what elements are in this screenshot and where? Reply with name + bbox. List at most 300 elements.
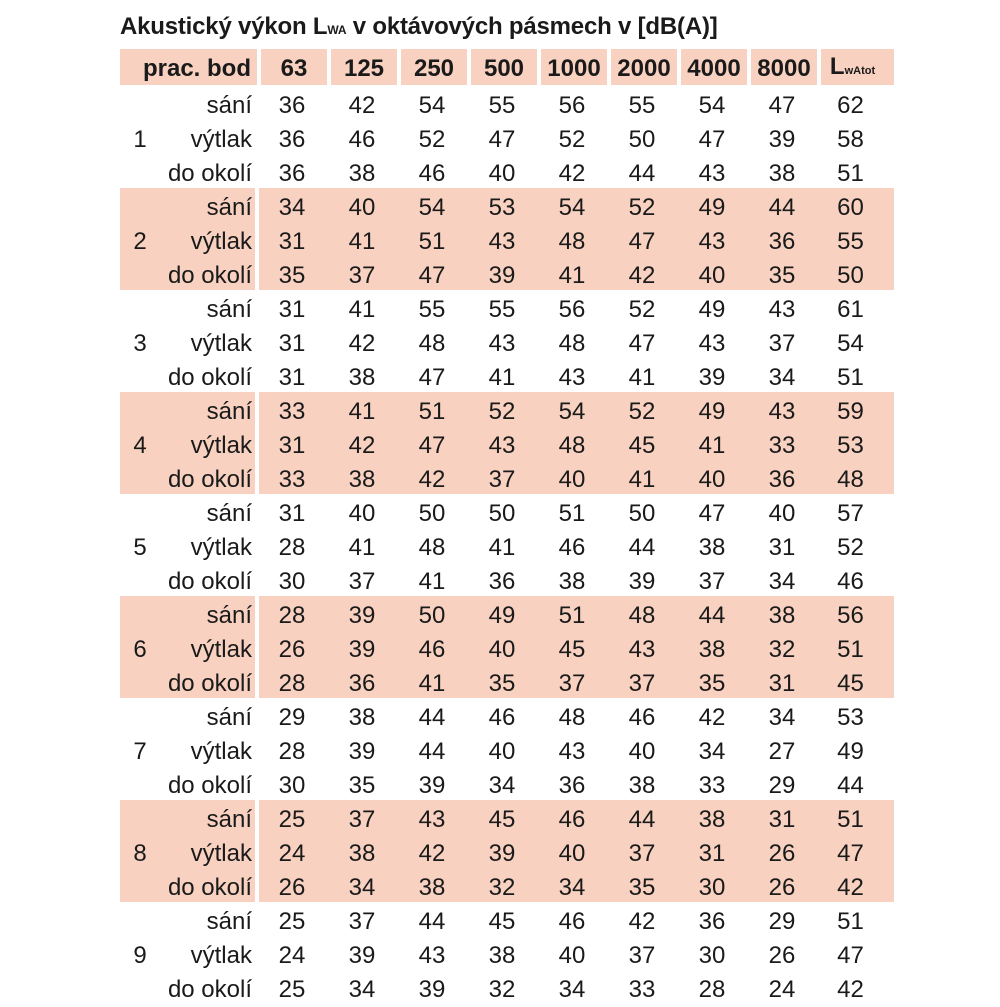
mode-label: sání — [206, 296, 252, 323]
value-cell: 41 — [628, 364, 656, 391]
mode-label: do okolí — [167, 568, 252, 595]
value-cell: 36 — [348, 670, 376, 697]
table-row — [120, 293, 884, 327]
mode-label: sání — [206, 908, 252, 935]
value-cell: 38 — [768, 160, 796, 187]
value-cell: 37 — [488, 466, 516, 493]
value-cell: 43 — [558, 364, 586, 391]
mode-label: sání — [206, 398, 252, 425]
value-cell: 34 — [278, 194, 306, 221]
value-cell: 37 — [628, 840, 656, 867]
operating-point-label: 3 — [133, 330, 147, 357]
value-cell: 42 — [418, 840, 446, 867]
value-cell: 31 — [768, 670, 796, 697]
value-cell: 50 — [628, 500, 656, 527]
value-cell: 40 — [628, 738, 656, 765]
mode-label: výtlak — [190, 636, 252, 663]
value-cell: 41 — [558, 262, 586, 289]
value-cell: 54 — [558, 398, 586, 425]
table-title — [120, 12, 718, 45]
total-cell: 52 — [837, 534, 864, 561]
header-band-125: 125 — [327, 49, 397, 89]
mode-label: do okolí — [167, 262, 252, 289]
value-cell: 47 — [418, 364, 446, 391]
mode-label: do okolí — [167, 160, 252, 187]
header-band-250: 250 — [397, 49, 467, 89]
value-cell: 50 — [628, 126, 656, 153]
total-cell: 44 — [837, 772, 864, 799]
value-cell: 40 — [348, 500, 376, 527]
total-cell: 51 — [837, 364, 864, 391]
value-cell: 47 — [628, 330, 656, 357]
value-cell: 26 — [278, 874, 306, 901]
value-cell: 48 — [558, 228, 586, 255]
value-cell: 47 — [768, 92, 796, 119]
table-row — [120, 429, 884, 463]
value-cell: 43 — [768, 296, 796, 323]
total-cell: 51 — [837, 160, 864, 187]
value-cell: 30 — [278, 772, 306, 799]
value-cell: 47 — [418, 432, 446, 459]
value-cell: 49 — [698, 194, 726, 221]
value-cell: 47 — [698, 126, 726, 153]
value-cell: 29 — [278, 704, 306, 731]
value-cell: 34 — [768, 568, 796, 595]
value-cell: 36 — [558, 772, 586, 799]
header-point: prac. bod — [142, 55, 251, 82]
value-cell: 43 — [698, 228, 726, 255]
mode-label: výtlak — [190, 228, 252, 255]
value-cell: 31 — [768, 534, 796, 561]
total-cell: 61 — [837, 296, 864, 323]
value-cell: 24 — [278, 840, 306, 867]
value-cell: 37 — [628, 942, 656, 969]
value-cell: 42 — [558, 160, 586, 187]
value-cell: 29 — [768, 772, 796, 799]
mode-label: výtlak — [190, 534, 252, 561]
value-cell: 51 — [558, 602, 586, 629]
value-cell: 42 — [418, 466, 446, 493]
table-row — [120, 395, 884, 429]
column-separator — [255, 188, 259, 290]
value-cell: 31 — [278, 500, 306, 527]
value-cell: 42 — [698, 704, 726, 731]
total-cell: 51 — [837, 908, 864, 935]
value-cell: 44 — [628, 534, 656, 561]
value-cell: 40 — [488, 738, 516, 765]
mode-label: sání — [206, 194, 252, 221]
value-cell: 31 — [698, 840, 726, 867]
value-cell: 52 — [628, 194, 656, 221]
value-cell: 46 — [558, 806, 586, 833]
value-cell: 45 — [558, 636, 586, 663]
value-cell: 38 — [698, 636, 726, 663]
total-cell: 47 — [837, 840, 864, 867]
header-band-4000: 4000 — [677, 49, 747, 89]
table-row — [120, 769, 884, 803]
total-cell: 58 — [837, 126, 864, 153]
value-cell: 39 — [768, 126, 796, 153]
table-row — [120, 327, 884, 361]
value-cell: 35 — [768, 262, 796, 289]
value-cell: 41 — [348, 228, 376, 255]
table-row — [120, 259, 884, 293]
value-cell: 39 — [488, 840, 516, 867]
value-cell: 39 — [418, 772, 446, 799]
value-cell: 42 — [628, 262, 656, 289]
value-cell: 41 — [348, 398, 376, 425]
operating-point-label: 1 — [133, 126, 147, 153]
value-cell: 36 — [768, 466, 796, 493]
total-cell: 53 — [837, 704, 864, 731]
mode-label: do okolí — [167, 670, 252, 697]
value-cell: 52 — [418, 126, 446, 153]
value-cell: 37 — [558, 670, 586, 697]
value-cell: 26 — [768, 874, 796, 901]
value-cell: 51 — [418, 398, 446, 425]
value-cell: 38 — [348, 160, 376, 187]
table-row — [120, 123, 884, 157]
value-cell: 46 — [418, 636, 446, 663]
value-cell: 32 — [768, 636, 796, 663]
table-row — [120, 633, 884, 667]
mode-label: sání — [206, 92, 252, 119]
value-cell: 33 — [698, 772, 726, 799]
mode-label: výtlak — [190, 942, 252, 969]
total-cell: 45 — [837, 670, 864, 697]
header-total-subscript: wAtot — [844, 65, 876, 77]
value-cell: 41 — [348, 534, 376, 561]
mode-label: sání — [206, 602, 252, 629]
value-cell: 41 — [488, 364, 516, 391]
value-cell: 42 — [348, 432, 376, 459]
value-cell: 33 — [768, 432, 796, 459]
value-cell: 48 — [558, 432, 586, 459]
value-cell: 39 — [628, 568, 656, 595]
value-cell: 55 — [418, 296, 446, 323]
operating-point-label: 4 — [133, 432, 147, 459]
value-cell: 43 — [418, 806, 446, 833]
value-cell: 40 — [348, 194, 376, 221]
value-cell: 37 — [348, 908, 376, 935]
value-cell: 50 — [488, 500, 516, 527]
value-cell: 41 — [628, 466, 656, 493]
value-cell: 38 — [418, 874, 446, 901]
value-cell: 46 — [558, 534, 586, 561]
operating-point-label: 2 — [133, 228, 147, 255]
value-cell: 40 — [698, 466, 726, 493]
value-cell: 34 — [348, 976, 376, 1003]
total-cell: 53 — [837, 432, 864, 459]
value-cell: 34 — [488, 772, 516, 799]
value-cell: 54 — [418, 92, 446, 119]
header-total — [817, 49, 884, 89]
value-cell: 39 — [418, 976, 446, 1003]
value-cell: 38 — [488, 942, 516, 969]
value-cell: 43 — [558, 738, 586, 765]
title-suffix: v oktávových pásmech v [dB(A)] — [346, 13, 718, 40]
value-cell: 28 — [278, 670, 306, 697]
value-cell: 48 — [558, 330, 586, 357]
table-row — [120, 361, 884, 395]
total-cell: 42 — [837, 874, 864, 901]
value-cell: 48 — [418, 330, 446, 357]
value-cell: 41 — [348, 296, 376, 323]
value-cell: 38 — [628, 772, 656, 799]
table-row — [120, 565, 884, 599]
header-total-main: L — [829, 53, 845, 80]
value-cell: 38 — [348, 840, 376, 867]
value-cell: 52 — [628, 296, 656, 323]
value-cell: 28 — [278, 602, 306, 629]
value-cell: 34 — [558, 874, 586, 901]
column-separator — [255, 596, 259, 698]
value-cell: 39 — [488, 262, 516, 289]
total-cell: 47 — [837, 942, 864, 969]
table-row — [120, 531, 884, 565]
value-cell: 43 — [698, 330, 726, 357]
header-band-500: 500 — [467, 49, 537, 89]
value-cell: 40 — [698, 262, 726, 289]
value-cell: 31 — [278, 330, 306, 357]
value-cell: 39 — [348, 602, 376, 629]
value-cell: 28 — [278, 738, 306, 765]
total-cell: 48 — [837, 466, 864, 493]
operating-point-label: 5 — [133, 534, 147, 561]
value-cell: 46 — [488, 704, 516, 731]
value-cell: 24 — [278, 942, 306, 969]
table-row — [120, 939, 884, 973]
value-cell: 37 — [628, 670, 656, 697]
header-row — [120, 49, 884, 89]
value-cell: 36 — [278, 126, 306, 153]
value-cell: 34 — [768, 364, 796, 391]
mode-label: výtlak — [190, 738, 252, 765]
value-cell: 47 — [488, 126, 516, 153]
operating-point-label: 6 — [133, 636, 147, 663]
value-cell: 27 — [768, 738, 796, 765]
value-cell: 46 — [558, 908, 586, 935]
value-cell: 36 — [278, 92, 306, 119]
value-cell: 34 — [698, 738, 726, 765]
value-cell: 44 — [628, 806, 656, 833]
value-cell: 40 — [558, 466, 586, 493]
value-cell: 25 — [278, 908, 306, 935]
value-cell: 30 — [278, 568, 306, 595]
total-cell: 51 — [837, 636, 864, 663]
value-cell: 36 — [698, 908, 726, 935]
value-cell: 47 — [418, 262, 446, 289]
table-row — [120, 871, 884, 905]
value-cell: 35 — [488, 670, 516, 697]
value-cell: 55 — [488, 296, 516, 323]
total-cell: 49 — [837, 738, 864, 765]
value-cell: 38 — [768, 602, 796, 629]
value-cell: 52 — [488, 398, 516, 425]
value-cell: 51 — [558, 500, 586, 527]
total-cell: 60 — [837, 194, 864, 221]
value-cell: 38 — [348, 704, 376, 731]
value-cell: 26 — [768, 840, 796, 867]
value-cell: 37 — [348, 806, 376, 833]
value-cell: 45 — [488, 806, 516, 833]
value-cell: 44 — [418, 738, 446, 765]
value-cell: 31 — [278, 296, 306, 323]
value-cell: 47 — [698, 500, 726, 527]
value-cell: 49 — [488, 602, 516, 629]
value-cell: 44 — [418, 704, 446, 731]
value-cell: 42 — [628, 908, 656, 935]
value-cell: 41 — [418, 670, 446, 697]
value-cell: 34 — [348, 874, 376, 901]
value-cell: 41 — [418, 568, 446, 595]
value-cell: 39 — [348, 636, 376, 663]
total-cell: 62 — [837, 92, 864, 119]
value-cell: 38 — [348, 364, 376, 391]
value-cell: 33 — [628, 976, 656, 1003]
value-cell: 39 — [698, 364, 726, 391]
value-cell: 28 — [698, 976, 726, 1003]
value-cell: 26 — [768, 942, 796, 969]
value-cell: 35 — [628, 874, 656, 901]
value-cell: 50 — [418, 602, 446, 629]
value-cell: 48 — [628, 602, 656, 629]
value-cell: 29 — [768, 908, 796, 935]
value-cell: 35 — [278, 262, 306, 289]
sound-power-table — [120, 49, 884, 1007]
value-cell: 31 — [278, 364, 306, 391]
value-cell: 28 — [278, 534, 306, 561]
table-body — [120, 89, 884, 1007]
total-cell: 51 — [837, 806, 864, 833]
title-subscript: WA — [327, 23, 347, 37]
table-row — [120, 803, 884, 837]
value-cell: 25 — [278, 976, 306, 1003]
value-cell: 34 — [768, 704, 796, 731]
mode-label: výtlak — [190, 330, 252, 357]
table-row — [120, 463, 884, 497]
value-cell: 31 — [278, 432, 306, 459]
value-cell: 36 — [278, 160, 306, 187]
value-cell: 43 — [698, 160, 726, 187]
value-cell: 50 — [418, 500, 446, 527]
value-cell: 43 — [488, 432, 516, 459]
mode-label: do okolí — [167, 976, 252, 1003]
value-cell: 48 — [418, 534, 446, 561]
value-cell: 32 — [488, 874, 516, 901]
value-cell: 54 — [558, 194, 586, 221]
value-cell: 55 — [628, 92, 656, 119]
value-cell: 56 — [558, 296, 586, 323]
table-row — [120, 905, 884, 939]
mode-label: do okolí — [167, 874, 252, 901]
table-row — [120, 599, 884, 633]
value-cell: 42 — [348, 330, 376, 357]
value-cell: 53 — [488, 194, 516, 221]
mode-label: výtlak — [190, 126, 252, 153]
value-cell: 43 — [418, 942, 446, 969]
mode-label: sání — [206, 500, 252, 527]
table-row — [120, 701, 884, 735]
mode-label: výtlak — [190, 432, 252, 459]
value-cell: 36 — [488, 568, 516, 595]
value-cell: 33 — [278, 398, 306, 425]
header-band-8000: 8000 — [747, 49, 817, 89]
value-cell: 44 — [768, 194, 796, 221]
value-cell: 40 — [768, 500, 796, 527]
value-cell: 43 — [628, 636, 656, 663]
value-cell: 52 — [628, 398, 656, 425]
value-cell: 43 — [488, 330, 516, 357]
value-cell: 40 — [558, 840, 586, 867]
value-cell: 44 — [698, 602, 726, 629]
value-cell: 43 — [768, 398, 796, 425]
value-cell: 35 — [348, 772, 376, 799]
value-cell: 52 — [558, 126, 586, 153]
value-cell: 34 — [558, 976, 586, 1003]
total-cell: 46 — [837, 568, 864, 595]
value-cell: 31 — [768, 806, 796, 833]
value-cell: 32 — [488, 976, 516, 1003]
value-cell: 33 — [278, 466, 306, 493]
value-cell: 40 — [488, 636, 516, 663]
table-row — [120, 89, 884, 123]
value-cell: 56 — [558, 92, 586, 119]
mode-label: sání — [206, 704, 252, 731]
value-cell: 38 — [348, 466, 376, 493]
value-cell: 37 — [348, 262, 376, 289]
value-cell: 41 — [488, 534, 516, 561]
mode-label: do okolí — [167, 772, 252, 799]
value-cell: 54 — [418, 194, 446, 221]
value-cell: 40 — [488, 160, 516, 187]
value-cell: 51 — [418, 228, 446, 255]
mode-label: sání — [206, 806, 252, 833]
value-cell: 38 — [558, 568, 586, 595]
value-cell: 31 — [278, 228, 306, 255]
value-cell: 38 — [698, 534, 726, 561]
table-row — [120, 191, 884, 225]
value-cell: 46 — [628, 704, 656, 731]
value-cell: 24 — [768, 976, 796, 1003]
operating-point-label: 9 — [133, 942, 147, 969]
column-separator — [255, 800, 259, 902]
total-cell: 54 — [837, 330, 864, 357]
value-cell: 30 — [698, 874, 726, 901]
value-cell: 37 — [348, 568, 376, 595]
value-cell: 46 — [418, 160, 446, 187]
column-separator — [255, 392, 259, 494]
total-cell: 57 — [837, 500, 864, 527]
value-cell: 30 — [698, 942, 726, 969]
value-cell: 43 — [488, 228, 516, 255]
value-cell: 49 — [698, 296, 726, 323]
total-cell: 56 — [837, 602, 864, 629]
mode-label: výtlak — [190, 840, 252, 867]
table-row — [120, 735, 884, 769]
table-row — [120, 837, 884, 871]
value-cell: 55 — [488, 92, 516, 119]
value-cell: 39 — [348, 942, 376, 969]
value-cell: 44 — [628, 160, 656, 187]
value-cell: 42 — [348, 92, 376, 119]
operating-point-label: 8 — [133, 840, 147, 867]
value-cell: 44 — [418, 908, 446, 935]
value-cell: 45 — [488, 908, 516, 935]
value-cell: 36 — [768, 228, 796, 255]
value-cell: 26 — [278, 636, 306, 663]
value-cell: 46 — [348, 126, 376, 153]
